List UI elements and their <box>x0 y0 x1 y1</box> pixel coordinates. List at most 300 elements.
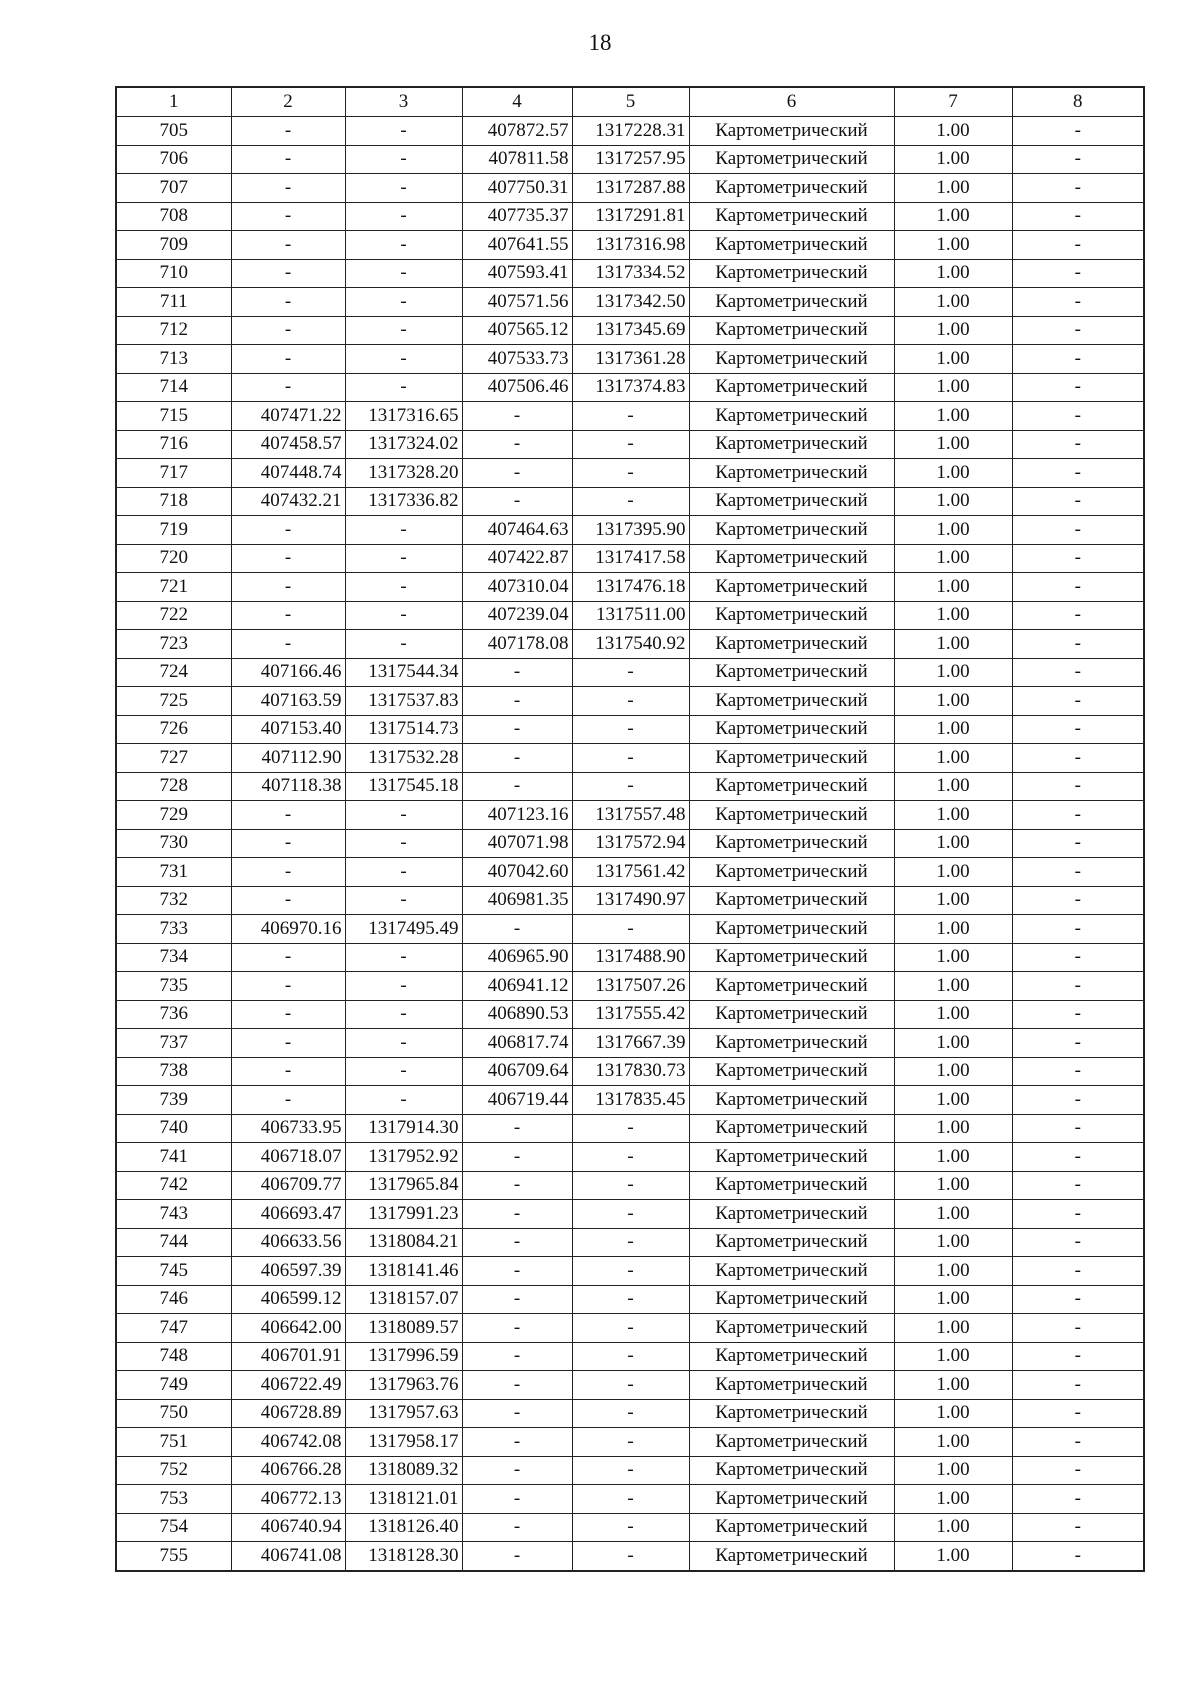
y-old-cell: 1317991.23 <box>345 1200 462 1229</box>
y-old-cell: - <box>345 829 462 858</box>
method-cell: Картометрический <box>689 1314 894 1343</box>
method-cell: Картометрический <box>689 915 894 944</box>
description-cell: - <box>1012 772 1144 801</box>
description-cell: - <box>1012 459 1144 488</box>
point-number-cell: 734 <box>116 943 231 972</box>
method-cell: Картометрический <box>689 288 894 317</box>
column-header: 8 <box>1012 87 1144 117</box>
accuracy-cell: 1.00 <box>894 1257 1012 1286</box>
x-old-cell: 407153.40 <box>231 715 345 744</box>
column-header: 5 <box>572 87 689 117</box>
point-number-cell: 707 <box>116 174 231 203</box>
x-new-cell: - <box>462 1285 572 1314</box>
description-cell: - <box>1012 972 1144 1001</box>
accuracy-cell: 1.00 <box>894 1399 1012 1428</box>
point-number-cell: 750 <box>116 1399 231 1428</box>
description-cell: - <box>1012 288 1144 317</box>
description-cell: - <box>1012 259 1144 288</box>
y-old-cell: 1317957.63 <box>345 1399 462 1428</box>
y-new-cell: 1317342.50 <box>572 288 689 317</box>
x-old-cell: 407166.46 <box>231 658 345 687</box>
x-new-cell: - <box>462 744 572 773</box>
x-old-cell: 406741.08 <box>231 1542 345 1571</box>
x-new-cell: - <box>462 715 572 744</box>
method-cell: Картометрический <box>689 487 894 516</box>
point-number-cell: 729 <box>116 801 231 830</box>
y-old-cell: 1317336.82 <box>345 487 462 516</box>
y-old-cell: - <box>345 858 462 887</box>
accuracy-cell: 1.00 <box>894 402 1012 431</box>
method-cell: Картометрический <box>689 1513 894 1542</box>
y-new-cell: 1317361.28 <box>572 345 689 374</box>
method-cell: Картометрический <box>689 1057 894 1086</box>
y-new-cell: - <box>572 1200 689 1229</box>
table-row <box>116 1228 1144 1257</box>
description-cell: - <box>1012 886 1144 915</box>
table-row <box>116 1485 1144 1514</box>
x-new-cell: 407071.98 <box>462 829 572 858</box>
accuracy-cell: 1.00 <box>894 231 1012 260</box>
x-new-cell: 406965.90 <box>462 943 572 972</box>
table-row <box>116 858 1144 887</box>
table-row <box>116 658 1144 687</box>
x-old-cell: 406766.28 <box>231 1456 345 1485</box>
y-new-cell: 1317835.45 <box>572 1086 689 1115</box>
table-row <box>116 1542 1144 1571</box>
point-number-cell: 743 <box>116 1200 231 1229</box>
x-new-cell: - <box>462 1371 572 1400</box>
accuracy-cell: 1.00 <box>894 658 1012 687</box>
point-number-cell: 726 <box>116 715 231 744</box>
x-new-cell: - <box>462 1200 572 1229</box>
y-new-cell: - <box>572 1542 689 1571</box>
y-old-cell: - <box>345 288 462 317</box>
table-row <box>116 145 1144 174</box>
point-number-cell: 738 <box>116 1057 231 1086</box>
method-cell: Картометрический <box>689 744 894 773</box>
y-old-cell: 1317316.65 <box>345 402 462 431</box>
description-cell: - <box>1012 715 1144 744</box>
y-new-cell: 1317374.83 <box>572 373 689 402</box>
y-old-cell: 1318157.07 <box>345 1285 462 1314</box>
description-cell: - <box>1012 1000 1144 1029</box>
y-old-cell: 1318126.40 <box>345 1513 462 1542</box>
description-cell: - <box>1012 345 1144 374</box>
accuracy-cell: 1.00 <box>894 1143 1012 1172</box>
method-cell: Картометрический <box>689 630 894 659</box>
table-row <box>116 316 1144 345</box>
y-new-cell: 1317507.26 <box>572 972 689 1001</box>
table-row <box>116 1029 1144 1058</box>
table-row <box>116 345 1144 374</box>
method-cell: Картометрический <box>689 544 894 573</box>
description-cell: - <box>1012 1371 1144 1400</box>
y-new-cell: 1317667.39 <box>572 1029 689 1058</box>
y-old-cell: - <box>345 943 462 972</box>
description-cell: - <box>1012 117 1144 146</box>
x-old-cell: - <box>231 972 345 1001</box>
accuracy-cell: 1.00 <box>894 316 1012 345</box>
x-old-cell: 406633.56 <box>231 1228 345 1257</box>
y-new-cell: 1317488.90 <box>572 943 689 972</box>
description-cell: - <box>1012 1428 1144 1457</box>
point-number-cell: 755 <box>116 1542 231 1571</box>
column-header: 1 <box>116 87 231 117</box>
point-number-cell: 746 <box>116 1285 231 1314</box>
table-row <box>116 174 1144 203</box>
y-new-cell: - <box>572 1399 689 1428</box>
y-new-cell: 1317555.42 <box>572 1000 689 1029</box>
accuracy-cell: 1.00 <box>894 601 1012 630</box>
accuracy-cell: 1.00 <box>894 715 1012 744</box>
point-number-cell: 712 <box>116 316 231 345</box>
y-new-cell: - <box>572 772 689 801</box>
y-old-cell: 1317532.28 <box>345 744 462 773</box>
y-new-cell: - <box>572 430 689 459</box>
x-old-cell: - <box>231 117 345 146</box>
column-header: 4 <box>462 87 572 117</box>
point-number-cell: 720 <box>116 544 231 573</box>
x-new-cell: 407593.41 <box>462 259 572 288</box>
y-old-cell: - <box>345 516 462 545</box>
description-cell: - <box>1012 1114 1144 1143</box>
x-new-cell: 406941.12 <box>462 972 572 1001</box>
table-row <box>116 459 1144 488</box>
accuracy-cell: 1.00 <box>894 630 1012 659</box>
accuracy-cell: 1.00 <box>894 1314 1012 1343</box>
x-new-cell: 407533.73 <box>462 345 572 374</box>
description-cell: - <box>1012 829 1144 858</box>
x-new-cell: - <box>462 1456 572 1485</box>
x-new-cell: 407464.63 <box>462 516 572 545</box>
x-old-cell: - <box>231 373 345 402</box>
description-cell: - <box>1012 402 1144 431</box>
y-new-cell: - <box>572 1485 689 1514</box>
y-old-cell: - <box>345 630 462 659</box>
description-cell: - <box>1012 1285 1144 1314</box>
x-new-cell: 406709.64 <box>462 1057 572 1086</box>
table-row <box>116 829 1144 858</box>
x-new-cell: 407310.04 <box>462 573 572 602</box>
x-new-cell: - <box>462 658 572 687</box>
table-row <box>116 1143 1144 1172</box>
method-cell: Картометрический <box>689 1086 894 1115</box>
point-number-cell: 752 <box>116 1456 231 1485</box>
point-number-cell: 748 <box>116 1342 231 1371</box>
table-body <box>116 117 1144 1571</box>
point-number-cell: 715 <box>116 402 231 431</box>
x-old-cell: - <box>231 886 345 915</box>
y-new-cell: 1317490.97 <box>572 886 689 915</box>
method-cell: Картометрический <box>689 1228 894 1257</box>
description-cell: - <box>1012 1143 1144 1172</box>
description-cell: - <box>1012 687 1144 716</box>
x-new-cell: - <box>462 1399 572 1428</box>
table-row <box>116 1171 1144 1200</box>
description-cell: - <box>1012 1542 1144 1571</box>
x-old-cell: - <box>231 1057 345 1086</box>
method-cell: Картометрический <box>689 516 894 545</box>
y-old-cell: - <box>345 145 462 174</box>
y-new-cell: 1317316.98 <box>572 231 689 260</box>
method-cell: Картометрический <box>689 1428 894 1457</box>
description-cell: - <box>1012 1228 1144 1257</box>
y-new-cell: - <box>572 1257 689 1286</box>
method-cell: Картометрический <box>689 373 894 402</box>
method-cell: Картометрический <box>689 943 894 972</box>
y-new-cell: 1317540.92 <box>572 630 689 659</box>
table-row <box>116 1057 1144 1086</box>
x-old-cell: - <box>231 1029 345 1058</box>
table-row <box>116 288 1144 317</box>
accuracy-cell: 1.00 <box>894 1171 1012 1200</box>
description-cell: - <box>1012 1399 1144 1428</box>
coordinates-table <box>115 86 1145 1572</box>
description-cell: - <box>1012 658 1144 687</box>
description-cell: - <box>1012 1171 1144 1200</box>
point-number-cell: 754 <box>116 1513 231 1542</box>
x-new-cell: 407239.04 <box>462 601 572 630</box>
table-row <box>116 516 1144 545</box>
y-old-cell: 1317514.73 <box>345 715 462 744</box>
x-old-cell: 407163.59 <box>231 687 345 716</box>
point-number-cell: 749 <box>116 1371 231 1400</box>
method-cell: Картометрический <box>689 117 894 146</box>
description-cell: - <box>1012 1485 1144 1514</box>
method-cell: Картометрический <box>689 345 894 374</box>
x-old-cell: - <box>231 259 345 288</box>
x-old-cell: - <box>231 316 345 345</box>
method-cell: Картометрический <box>689 402 894 431</box>
y-old-cell: 1317963.76 <box>345 1371 462 1400</box>
table-row <box>116 687 1144 716</box>
x-old-cell: - <box>231 174 345 203</box>
table-row <box>116 1086 1144 1115</box>
table-row <box>116 373 1144 402</box>
y-old-cell: 1317495.49 <box>345 915 462 944</box>
table-row <box>116 943 1144 972</box>
accuracy-cell: 1.00 <box>894 1285 1012 1314</box>
x-old-cell: - <box>231 231 345 260</box>
y-old-cell: - <box>345 1029 462 1058</box>
method-cell: Картометрический <box>689 972 894 1001</box>
table-row <box>116 1000 1144 1029</box>
accuracy-cell: 1.00 <box>894 943 1012 972</box>
y-old-cell: - <box>345 202 462 231</box>
description-cell: - <box>1012 801 1144 830</box>
method-cell: Картометрический <box>689 1285 894 1314</box>
x-old-cell: - <box>231 516 345 545</box>
method-cell: Картометрический <box>689 1200 894 1229</box>
point-number-cell: 753 <box>116 1485 231 1514</box>
description-cell: - <box>1012 316 1144 345</box>
y-new-cell: - <box>572 715 689 744</box>
x-old-cell: 406642.00 <box>231 1314 345 1343</box>
description-cell: - <box>1012 1456 1144 1485</box>
x-old-cell: - <box>231 858 345 887</box>
method-cell: Картометрический <box>689 459 894 488</box>
accuracy-cell: 1.00 <box>894 1114 1012 1143</box>
point-number-cell: 737 <box>116 1029 231 1058</box>
table-row <box>116 1371 1144 1400</box>
y-new-cell: - <box>572 1428 689 1457</box>
description-cell: - <box>1012 1086 1144 1115</box>
accuracy-cell: 1.00 <box>894 1485 1012 1514</box>
description-cell: - <box>1012 1057 1144 1086</box>
x-new-cell: 407735.37 <box>462 202 572 231</box>
method-cell: Картометрический <box>689 1143 894 1172</box>
y-old-cell: 1317545.18 <box>345 772 462 801</box>
table-row <box>116 1257 1144 1286</box>
accuracy-cell: 1.00 <box>894 259 1012 288</box>
description-cell: - <box>1012 915 1144 944</box>
y-new-cell: - <box>572 744 689 773</box>
description-cell: - <box>1012 573 1144 602</box>
description-cell: - <box>1012 373 1144 402</box>
point-number-cell: 741 <box>116 1143 231 1172</box>
y-new-cell: 1317476.18 <box>572 573 689 602</box>
description-cell: - <box>1012 231 1144 260</box>
y-new-cell: 1317557.48 <box>572 801 689 830</box>
y-old-cell: 1317537.83 <box>345 687 462 716</box>
x-old-cell: - <box>231 829 345 858</box>
point-number-cell: 724 <box>116 658 231 687</box>
point-number-cell: 711 <box>116 288 231 317</box>
page-number: 18 <box>588 30 612 55</box>
x-new-cell: 407872.57 <box>462 117 572 146</box>
accuracy-cell: 1.00 <box>894 1029 1012 1058</box>
y-old-cell: 1318141.46 <box>345 1257 462 1286</box>
x-old-cell: 406722.49 <box>231 1371 345 1400</box>
x-old-cell: 407432.21 <box>231 487 345 516</box>
y-old-cell: - <box>345 886 462 915</box>
table-row <box>116 117 1144 146</box>
point-number-cell: 745 <box>116 1257 231 1286</box>
y-new-cell: 1317561.42 <box>572 858 689 887</box>
description-cell: - <box>1012 858 1144 887</box>
y-old-cell: - <box>345 544 462 573</box>
accuracy-cell: 1.00 <box>894 915 1012 944</box>
x-new-cell: - <box>462 1428 572 1457</box>
point-number-cell: 727 <box>116 744 231 773</box>
accuracy-cell: 1.00 <box>894 430 1012 459</box>
x-new-cell: 406890.53 <box>462 1000 572 1029</box>
y-new-cell: - <box>572 1314 689 1343</box>
y-new-cell: 1317257.95 <box>572 145 689 174</box>
method-cell: Картометрический <box>689 687 894 716</box>
method-cell: Картометрический <box>689 1342 894 1371</box>
x-old-cell: 406742.08 <box>231 1428 345 1457</box>
accuracy-cell: 1.00 <box>894 516 1012 545</box>
method-cell: Картометрический <box>689 801 894 830</box>
accuracy-cell: 1.00 <box>894 345 1012 374</box>
column-header: 2 <box>231 87 345 117</box>
accuracy-cell: 1.00 <box>894 858 1012 887</box>
y-new-cell: 1317287.88 <box>572 174 689 203</box>
y-old-cell: - <box>345 316 462 345</box>
y-old-cell: 1317914.30 <box>345 1114 462 1143</box>
x-new-cell: 406817.74 <box>462 1029 572 1058</box>
method-cell: Картометрический <box>689 1485 894 1514</box>
table-row <box>116 1428 1144 1457</box>
point-number-cell: 733 <box>116 915 231 944</box>
accuracy-cell: 1.00 <box>894 459 1012 488</box>
x-old-cell: 407458.57 <box>231 430 345 459</box>
y-old-cell: - <box>345 972 462 1001</box>
x-old-cell: 406709.77 <box>231 1171 345 1200</box>
y-new-cell: - <box>572 1171 689 1200</box>
point-number-cell: 751 <box>116 1428 231 1457</box>
description-cell: - <box>1012 601 1144 630</box>
x-new-cell: - <box>462 1485 572 1514</box>
y-new-cell: 1317417.58 <box>572 544 689 573</box>
y-old-cell: - <box>345 573 462 602</box>
x-new-cell: - <box>462 1257 572 1286</box>
method-cell: Картометрический <box>689 231 894 260</box>
y-new-cell: 1317228.31 <box>572 117 689 146</box>
y-new-cell: - <box>572 1456 689 1485</box>
y-old-cell: - <box>345 174 462 203</box>
x-new-cell: 407641.55 <box>462 231 572 260</box>
table-row <box>116 915 1144 944</box>
method-cell: Картометрический <box>689 202 894 231</box>
x-old-cell: 406733.95 <box>231 1114 345 1143</box>
table-row <box>116 1114 1144 1143</box>
x-old-cell: 407471.22 <box>231 402 345 431</box>
accuracy-cell: 1.00 <box>894 1228 1012 1257</box>
point-number-cell: 714 <box>116 373 231 402</box>
description-cell: - <box>1012 630 1144 659</box>
accuracy-cell: 1.00 <box>894 1542 1012 1571</box>
x-old-cell: 407448.74 <box>231 459 345 488</box>
point-number-cell: 723 <box>116 630 231 659</box>
y-old-cell: 1318084.21 <box>345 1228 462 1257</box>
x-old-cell: - <box>231 202 345 231</box>
column-header: 3 <box>345 87 462 117</box>
table-row <box>116 231 1144 260</box>
x-old-cell: - <box>231 573 345 602</box>
table-row <box>116 601 1144 630</box>
point-number-cell: 719 <box>116 516 231 545</box>
description-cell: - <box>1012 202 1144 231</box>
method-cell: Картометрический <box>689 1114 894 1143</box>
y-new-cell: - <box>572 1513 689 1542</box>
x-new-cell: - <box>462 1314 572 1343</box>
method-cell: Картометрический <box>689 430 894 459</box>
x-new-cell: - <box>462 487 572 516</box>
table-row <box>116 402 1144 431</box>
x-new-cell: - <box>462 1542 572 1571</box>
accuracy-cell: 1.00 <box>894 886 1012 915</box>
description-cell: - <box>1012 1342 1144 1371</box>
method-cell: Картометрический <box>689 174 894 203</box>
x-old-cell: 406597.39 <box>231 1257 345 1286</box>
accuracy-cell: 1.00 <box>894 1428 1012 1457</box>
x-new-cell: 407178.08 <box>462 630 572 659</box>
point-number-cell: 716 <box>116 430 231 459</box>
y-new-cell: - <box>572 1285 689 1314</box>
point-number-cell: 744 <box>116 1228 231 1257</box>
accuracy-cell: 1.00 <box>894 288 1012 317</box>
accuracy-cell: 1.00 <box>894 1057 1012 1086</box>
point-number-cell: 735 <box>116 972 231 1001</box>
y-old-cell: 1317958.17 <box>345 1428 462 1457</box>
x-old-cell: - <box>231 630 345 659</box>
description-cell: - <box>1012 1029 1144 1058</box>
description-cell: - <box>1012 544 1144 573</box>
x-old-cell: 406599.12 <box>231 1285 345 1314</box>
x-new-cell: 407571.56 <box>462 288 572 317</box>
